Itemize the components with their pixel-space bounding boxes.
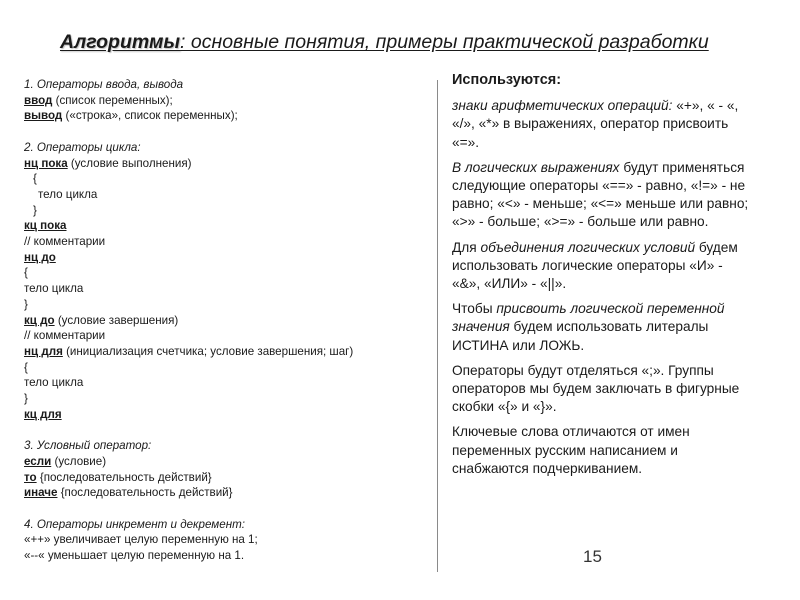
page-number: 15	[583, 547, 602, 566]
keyword-nc-poka: нц пока	[24, 156, 68, 170]
logical-expr-label: В логических выражениях	[452, 159, 620, 175]
title-bold: Алгоритмы	[60, 31, 181, 53]
nc-do-line	[24, 250, 434, 266]
brace-close: }	[33, 203, 37, 217]
logical-join-prefix: Для	[452, 239, 481, 255]
arithmetic-label: знаки арифметических операций:	[452, 98, 673, 114]
keyword-kc-dlya: кц для	[24, 407, 62, 421]
keyword-input: ввод	[24, 93, 53, 107]
while-condition: (условие выполнения)	[67, 156, 192, 170]
comment-line: // комментарии	[24, 235, 106, 249]
comment-line: // комментарии	[24, 329, 106, 343]
right-heading: Используются:	[452, 72, 562, 88]
then-actions: {последовательность действий}	[36, 470, 212, 484]
if-condition: (условие)	[51, 454, 107, 468]
logical-join-label: объединения логических условий	[480, 239, 696, 255]
section-1-heading: 1. Операторы ввода, вывода	[24, 78, 184, 91]
paragraph-separators: Операторы будут отделяться «;». Группы операторов мы будем заключать в фигурные скобки «{» и «}».	[452, 362, 740, 415]
boolean-prefix: Чтобы	[452, 301, 497, 317]
brace-open: {	[24, 360, 28, 374]
input-args: (список переменных);	[52, 93, 173, 107]
keyword-output: вывод	[24, 109, 63, 123]
section-4-heading: 4. Операторы инкремент и декремент:	[24, 517, 245, 531]
boolean-text: будем использовать литералы ИСТИНА или ЛОЖЬ.	[452, 319, 709, 353]
keyword-nc-do: нц до	[24, 250, 56, 264]
keyword-kc-poka: кц пока	[24, 219, 67, 233]
brace-open: {	[33, 172, 37, 186]
loop-body: тело цикла	[38, 187, 98, 201]
brace-close: }	[24, 392, 28, 406]
section-2-heading: 2. Операторы цикла:	[24, 140, 141, 154]
brace-open: {	[24, 266, 28, 280]
keyword-else: иначе	[24, 486, 58, 500]
blank-line	[24, 422, 434, 438]
title-rest: : основные понятия, примеры практической разработки	[180, 31, 709, 53]
blank-line	[24, 501, 434, 517]
brace-close: }	[24, 297, 28, 311]
decrement-line: «--« уменьшает целую переменную на 1.	[24, 549, 245, 563]
then-line	[24, 470, 434, 486]
output-args: («строка», список переменных);	[62, 109, 238, 123]
boolean-label: присвоить логической переменной значения	[452, 301, 725, 335]
keyword-kc-do: кц до	[24, 313, 55, 327]
increment-line: «++» увеличивает целую переменную на 1;	[24, 533, 258, 547]
else-line	[24, 485, 434, 501]
loop-body: тело цикла	[24, 282, 84, 296]
nc-dlya-line	[24, 344, 434, 360]
keyword-then: то	[24, 470, 37, 484]
paragraph-arithmetic	[452, 97, 752, 152]
else-actions: {последовательность действий}	[57, 486, 233, 500]
kc-poka-line	[24, 218, 434, 234]
output-line	[24, 108, 434, 124]
right-column	[452, 71, 752, 485]
for-args: (инициализация счетчика; условие завершения; шаг)	[62, 344, 354, 358]
while-line	[24, 156, 434, 172]
paragraph-keywords: Ключевые слова отличаются от имен переменных русским написанием и снабжаются подчеркиванием.	[452, 424, 690, 476]
section-3-heading: 3. Условный оператор:	[24, 439, 152, 453]
keyword-nc-dlya: нц для	[24, 344, 63, 358]
kc-do-condition: (условие завершения)	[54, 313, 179, 327]
paragraph-logical-expressions	[452, 159, 752, 232]
paragraph-boolean-literals	[452, 300, 752, 355]
blank-line	[24, 124, 434, 140]
paragraph-logical-join	[452, 239, 752, 294]
keyword-if: если	[24, 454, 52, 468]
kc-do-line	[24, 313, 434, 329]
input-line	[24, 93, 434, 109]
if-line	[24, 454, 434, 470]
arithmetic-text: «+», « - «, «/», «*» в выражениях, оператор присвоить «=».	[452, 98, 739, 150]
kc-dlya-line	[24, 407, 434, 423]
logical-expr-text: будут применяться следующие операторы «==» - равно, «!=» - не равно; «<» - меньше; «<=» меньше или равно; «>» - больше; «>=» - больше или равно.	[452, 159, 749, 230]
slide-title	[60, 31, 760, 54]
column-divider	[437, 80, 438, 572]
loop-body: тело цикла	[24, 376, 84, 390]
logical-join-text: будем использовать логические операторы «И» - «&», «ИЛИ» - «||».	[452, 239, 738, 292]
left-column	[24, 77, 434, 564]
